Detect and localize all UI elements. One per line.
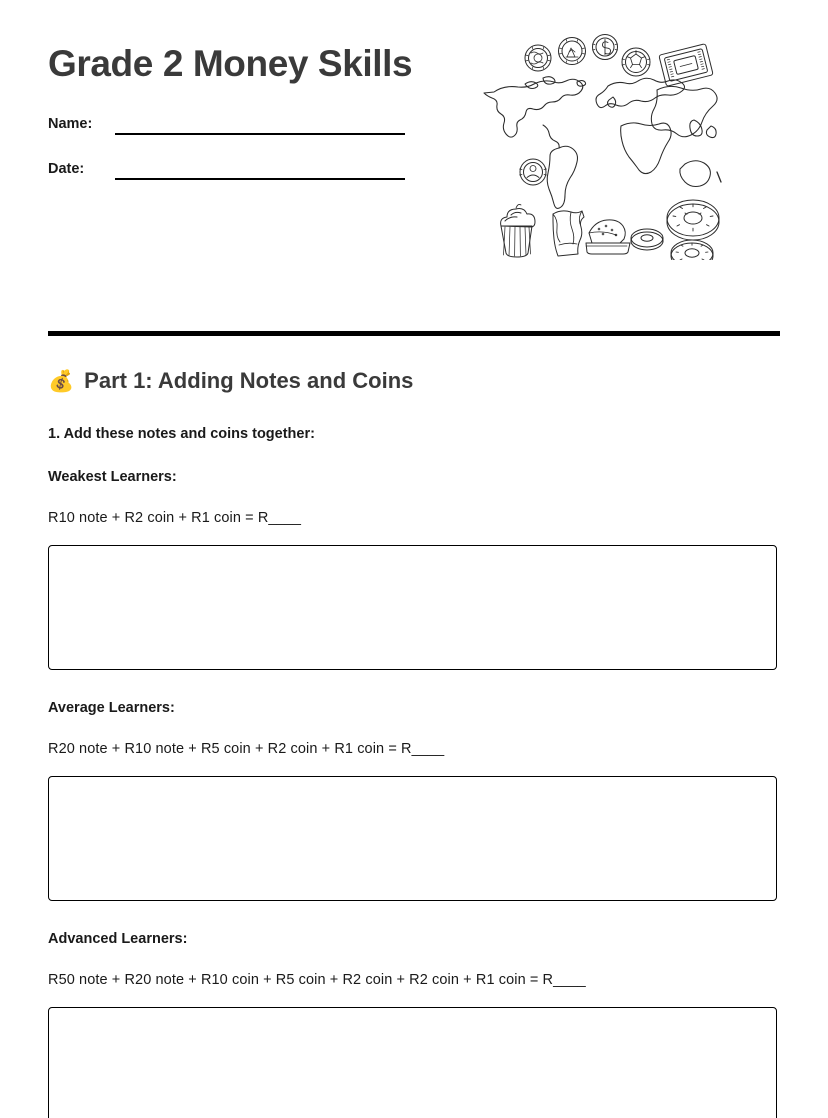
cupcake-icon bbox=[501, 204, 535, 257]
answer-box-advanced[interactable] bbox=[48, 1007, 777, 1118]
part-1-heading bbox=[48, 368, 780, 394]
page-title: Grade 2 Money Skills bbox=[48, 43, 413, 84]
name-field-row bbox=[48, 114, 468, 140]
donut-icon-large bbox=[667, 200, 719, 240]
world-map-outline bbox=[484, 77, 721, 209]
answer-box-average[interactable] bbox=[48, 776, 777, 901]
level-group-average bbox=[48, 700, 780, 901]
answer-box-weakest[interactable] bbox=[48, 545, 777, 670]
name-field-line[interactable] bbox=[115, 133, 405, 135]
part-1-heading-label: Part 1: Adding Notes and Coins bbox=[84, 368, 414, 393]
taco-icon bbox=[586, 220, 630, 254]
level-equation-weakest: R10 note + R2 coin + R1 coin = R____ bbox=[48, 510, 302, 527]
worksheet-body bbox=[48, 368, 780, 1118]
coin-icon-1 bbox=[525, 45, 551, 71]
coin-icon-4 bbox=[622, 48, 650, 76]
level-group-weakest bbox=[48, 469, 780, 670]
question-1-prompt: 1. Add these notes and coins together: bbox=[48, 426, 315, 443]
world-map-money-food-illustration bbox=[481, 30, 731, 260]
donut-icon-small bbox=[671, 240, 713, 260]
food-bag-icon bbox=[553, 211, 584, 256]
coin-icon-3 bbox=[593, 35, 618, 60]
level-label-advanced: Advanced Learners: bbox=[48, 931, 188, 948]
money-bag-icon: 💰 bbox=[48, 369, 75, 393]
date-field-row bbox=[48, 159, 468, 185]
level-equation-average: R20 note + R10 note + R5 coin + R2 coin + R1 coin = R____ bbox=[48, 741, 445, 758]
small-donut-icon bbox=[631, 229, 663, 250]
coin-icon-5 bbox=[520, 159, 547, 185]
date-field-label: Date: bbox=[48, 161, 85, 177]
name-field-label: Name: bbox=[48, 116, 93, 132]
coin-icon-2 bbox=[559, 38, 586, 65]
level-group-advanced bbox=[48, 931, 780, 1118]
section-divider bbox=[48, 331, 780, 336]
level-label-weakest: Weakest Learners: bbox=[48, 469, 177, 486]
level-equation-advanced: R50 note + R20 note + R10 coin + R5 coin + R2 coin + R2 coin + R1 coin = R____ bbox=[48, 972, 586, 989]
level-label-average: Average Learners: bbox=[48, 700, 175, 717]
banknote-icon bbox=[659, 44, 713, 87]
date-field-line[interactable] bbox=[115, 178, 405, 180]
